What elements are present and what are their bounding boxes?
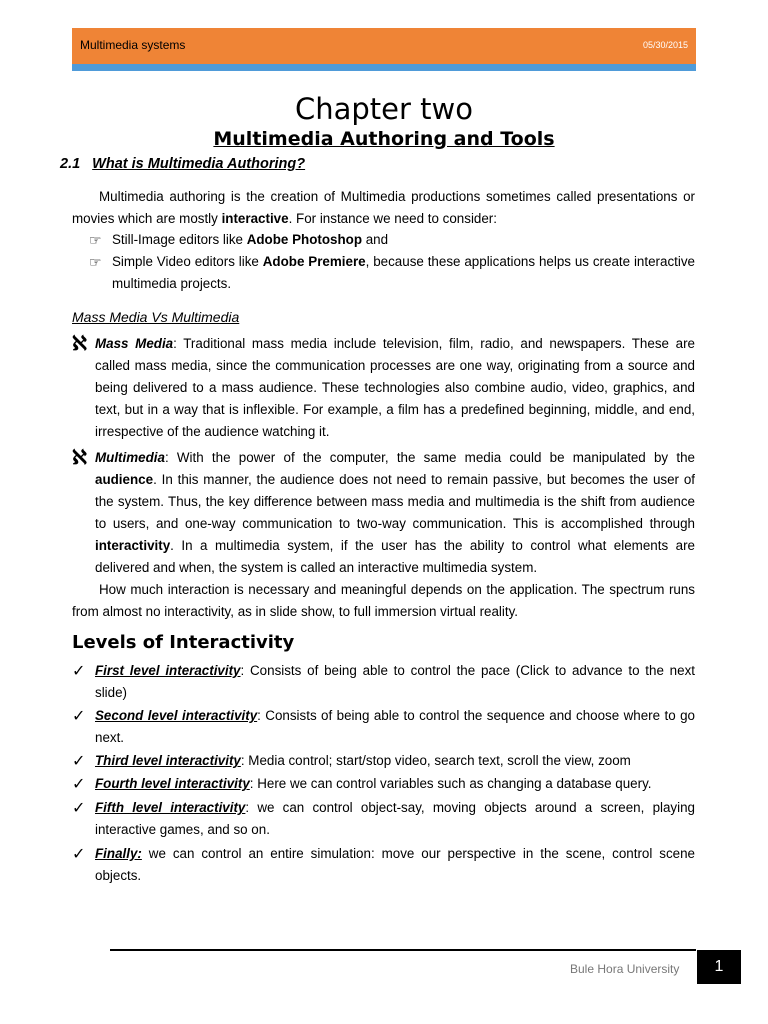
- intro-bold: interactive: [221, 211, 289, 226]
- checkmark-icon: ✓: [72, 661, 86, 680]
- multimedia-bold-interactivity: interactivity: [95, 538, 171, 553]
- aleph-bullet-icon: ℵ: [72, 331, 87, 355]
- chapter-subtitle: Multimedia Authoring and Tools: [213, 128, 555, 150]
- checkmark-icon: ✓: [72, 844, 86, 863]
- bullet-text-end: , because these applications helps us create interactive multimedia projects.: [112, 254, 695, 291]
- list-item: [72, 750, 695, 772]
- footer-university: Bule Hora University: [570, 962, 680, 976]
- multimedia-term: Multimedia: [95, 450, 165, 465]
- chapter-title: Chapter two: [295, 92, 473, 126]
- intro-text-end: . For instance we need to consider:: [288, 211, 497, 226]
- multimedia-item: [72, 447, 695, 579]
- list-item: [72, 773, 695, 795]
- levels-heading: Levels of Interactivity: [72, 632, 295, 653]
- level-text: : Consists of being able to control the pace (Click to advance to the next slide): [95, 663, 695, 700]
- interaction-paragraph: How much interaction is necessary and meaningful depends on the application. The spectrum runs from almost no interactivity, as in slide show, to full immersion virtual reality.: [72, 582, 695, 619]
- mass-media-item: [72, 333, 695, 443]
- list-item: [72, 843, 695, 887]
- mass-media-term: Mass Media: [95, 336, 174, 351]
- bullet-bold: Adobe Photoshop: [246, 232, 362, 247]
- pointing-hand-icon: ☞: [89, 254, 102, 270]
- checkmark-icon: ✓: [72, 774, 86, 793]
- page-number: 1: [697, 950, 741, 984]
- multimedia-text: : With the power of the computer, the same media could be manipulated by the: [164, 450, 695, 465]
- page-header: [72, 28, 696, 64]
- checkmark-icon: ✓: [72, 798, 86, 817]
- pointing-hand-icon: ☞: [89, 232, 102, 248]
- level-text: : Here we can control variables such as changing a database query.: [249, 776, 652, 791]
- level-term: Second level interactivity: [95, 708, 258, 723]
- checkmark-icon: ✓: [72, 751, 86, 770]
- mass-media-heading: Mass Media Vs Multimedia: [72, 309, 240, 325]
- level-term: Fifth level interactivity: [95, 800, 246, 815]
- bullet-bold: Adobe Premiere: [262, 254, 366, 269]
- intro-text: Multimedia authoring is the creation of Multimedia productions sometimes called presentations or movies which are mostly: [72, 189, 695, 226]
- footer-divider: [110, 949, 696, 951]
- bullet-text: Still-Image editors like: [112, 232, 247, 247]
- list-item: [72, 705, 695, 749]
- multimedia-bold-audience: audience: [95, 472, 154, 487]
- header-strip: [72, 64, 696, 71]
- level-text: : we can control object-say, moving objects around a screen, playing interactive games, and so on.: [95, 800, 695, 837]
- list-item: [72, 660, 695, 704]
- level-text: we can control an entire simulation: move our perspective in the scene, control scene objects.: [95, 846, 695, 883]
- multimedia-text-3: . In a multimedia system, if the user has the ability to control what elements are delivered and when, the system is called an interactive multimedia system.: [95, 538, 695, 575]
- section-title: What is Multimedia Authoring?: [92, 156, 306, 172]
- level-term: First level interactivity: [95, 663, 241, 678]
- aleph-bullet-icon: ℵ: [72, 445, 87, 469]
- list-item: [89, 251, 695, 295]
- mass-media-text: : Traditional mass media include television, film, radio, and newspapers. These are called mass media, since the communication processes are one way, originating from a source and being delivered to a mass audience. These technologies also combine audio, video, graphics, and text, but in a way that is inflexible. For example, a film has a predefined beginning, middle, and end, irrespective of the audience watching it.: [95, 336, 695, 439]
- header-date: 05/30/2015: [642, 40, 688, 50]
- section-heading: [60, 156, 305, 172]
- bullet-text-end: and: [362, 232, 389, 247]
- list-item: [72, 797, 695, 841]
- level-term: Finally:: [95, 846, 142, 861]
- level-text: : Consists of being able to control the sequence and choose where to go next.: [95, 708, 695, 745]
- bullet-text: Simple Video editors like: [112, 254, 263, 269]
- list-item: [89, 229, 695, 251]
- level-text: : Media control; start/stop video, search text, scroll the view, zoom: [240, 753, 631, 768]
- header-title: Multimedia systems: [80, 38, 186, 52]
- multimedia-text-2: . In this manner, the audience does not need to remain passive, but becomes the user of the system. Thus, the key difference between mass media and multimedia is the shift from audience to users, and one-way communication to two-way communication. This is accomplished through: [95, 472, 695, 531]
- section-number: 2.1: [60, 156, 81, 172]
- intro-paragraph: [72, 186, 695, 230]
- level-term: Fourth level interactivity: [95, 776, 250, 791]
- checkmark-icon: ✓: [72, 706, 86, 725]
- level-term: Third level interactivity: [95, 753, 241, 768]
